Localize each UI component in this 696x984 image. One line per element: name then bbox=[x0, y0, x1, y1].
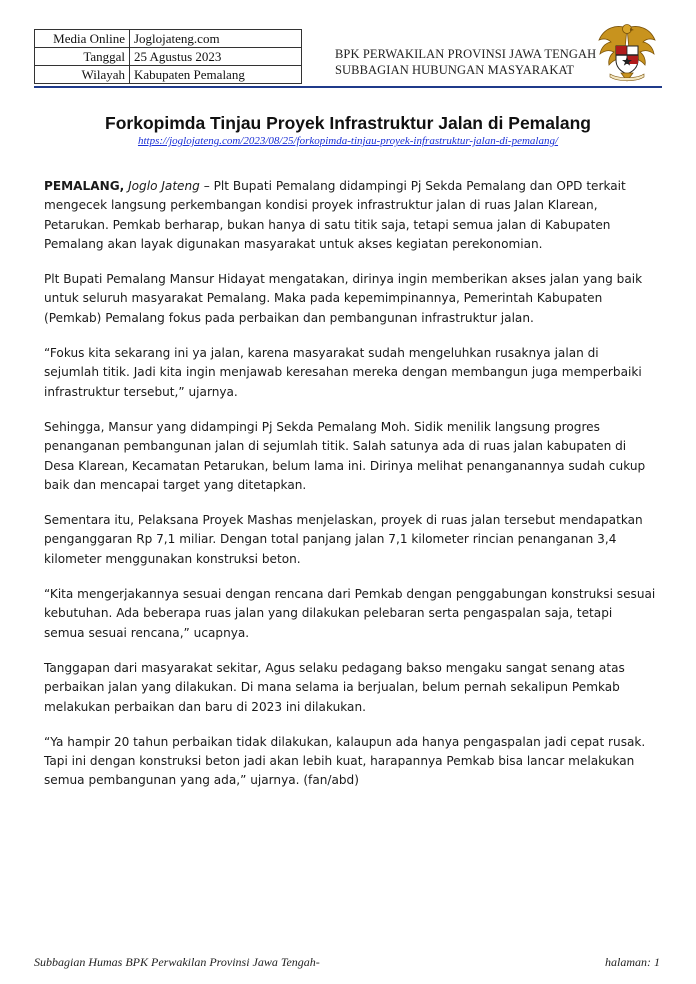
meta-value: Kabupaten Pemalang bbox=[130, 66, 302, 84]
media-info-table bbox=[34, 29, 302, 84]
meta-label: Tanggal bbox=[35, 48, 130, 66]
footer-department: Subbagian Humas BPK Perwakilan Provinsi Jawa Tengah- bbox=[34, 955, 320, 969]
dateline: PEMALANG, bbox=[44, 179, 125, 193]
header-divider bbox=[34, 86, 662, 88]
org-line-2: SUBBAGIAN HUBUNGAN MASYARAKAT bbox=[335, 63, 575, 77]
meta-label: Media Online bbox=[35, 30, 130, 48]
footer-page-number: halaman: 1 bbox=[605, 955, 660, 969]
organization-name bbox=[335, 46, 596, 78]
meta-row-region bbox=[35, 66, 302, 84]
article-paragraph: Plt Bupati Pemalang Mansur Hidayat mengatakan, dirinya ingin memberikan akses jalan yang baik untuk seluruh masyarakat Pemalang. Maka pada kepemimpinannya, Pemerintah Kabupaten (Pemkab) Pemalang fokus pada perbaikan dan pembangunan infrastruktur jalan. bbox=[44, 272, 643, 325]
source-link[interactable]: https://joglojateng.com/2023/08/25/forkopimda-tinjau-proyek-infrastruktur-jalan-di-pemalang/ bbox=[137, 135, 559, 147]
article-paragraph: “Fokus kita sekarang ini ya jalan, karena masyarakat sudah mengeluhkan rusaknya jalan di sejumlah titik. Jadi kita ingin menjawab keresahan mereka dengan membangun juga memperbaiki infrastruktur tersebut,” ujarnya. bbox=[44, 346, 642, 399]
article-paragraph bbox=[44, 177, 656, 254]
article-paragraph: Sementara itu, Pelaksana Proyek Mashas menjelaskan, proyek di ruas jalan tersebut mendapatkan penganggaran Rp 7,1 miliar. Dengan total panjang jalan 7,1 kilometer rincian penanganan 3,4 kilometer menggunakan konstruksi beton. bbox=[44, 513, 643, 566]
article-paragraph: Tanggapan dari masyarakat sekitar, Agus selaku pedagang bakso mengaku sangat senang atas perbaikan jalan yang dilakukan. Di mana selama ia berjualan, belum pernah sekalipun Pemkab melakukan perbaikan dan baru di 2023 ini dilakukan. bbox=[44, 660, 625, 714]
org-line-1: BPK PERWAKILAN PROVINSI JAWA TENGAH bbox=[335, 47, 597, 61]
article-body bbox=[44, 177, 656, 807]
meta-value: Joglojateng.com bbox=[130, 30, 302, 48]
meta-row-date bbox=[35, 48, 302, 66]
outlet-name: Joglo Jateng bbox=[128, 179, 200, 193]
meta-label: Wilayah bbox=[35, 66, 130, 84]
meta-value: 25 Agustus 2023 bbox=[130, 48, 302, 66]
article-paragraph: Sehingga, Mansur yang didampingi Pj Sekda Pemalang Moh. Sidik menilik langsung progres penanganan pembangunan jalan di sejumlah titik. Salah satunya ada di ruas jalan kabupaten di Desa Klarean, Kecamatan Petarukan, belum lama ini. Dirinya melihat penanganannya sudah cukup baik dan mencapai target yang ditetapkan. bbox=[44, 419, 646, 492]
meta-row-media bbox=[35, 30, 302, 48]
garuda-emblem-icon bbox=[594, 18, 660, 84]
article-title: Forkopimda Tinjau Proyek Infrastruktur Jalan di Pemalang bbox=[105, 113, 591, 133]
paragraph-text: – Plt Bupati Pemalang didampingi Pj Sekda Pemalang dan OPD terkait mengecek langsung perkembangan kondisi proyek infrastruktur jalan di ruas Jalan Klarean, Petarukan. Pemkab berharap, bukan hanya di satu titik saja, tetapi semua jalan di Kabupaten Pemalang akan layak digunakan masyarakat untuk akses kegiatan perekonomian. bbox=[44, 179, 626, 251]
article-paragraph: “Kita mengerjakannya sesuai dengan rencana dari Pemkab dengan penggabungan konstruksi sesuai kebutuhan. Ada beberapa ruas jalan yang dilakukan pelebaran serta pengaspalan saja, tetapi semua sesuai rencana,” ucapnya. bbox=[44, 587, 656, 640]
article-paragraph: “Ya hampir 20 tahun perbaikan tidak dilakukan, kalaupun ada hanya pengaspalan jadi cepat rusak. Tapi ini dengan konstruksi beton jadi akan lebih kuat, harapannya Pemkab bisa lancar melakukan semua pembangunan yang ada,” ujarnya. (fan/abd) bbox=[44, 734, 646, 788]
